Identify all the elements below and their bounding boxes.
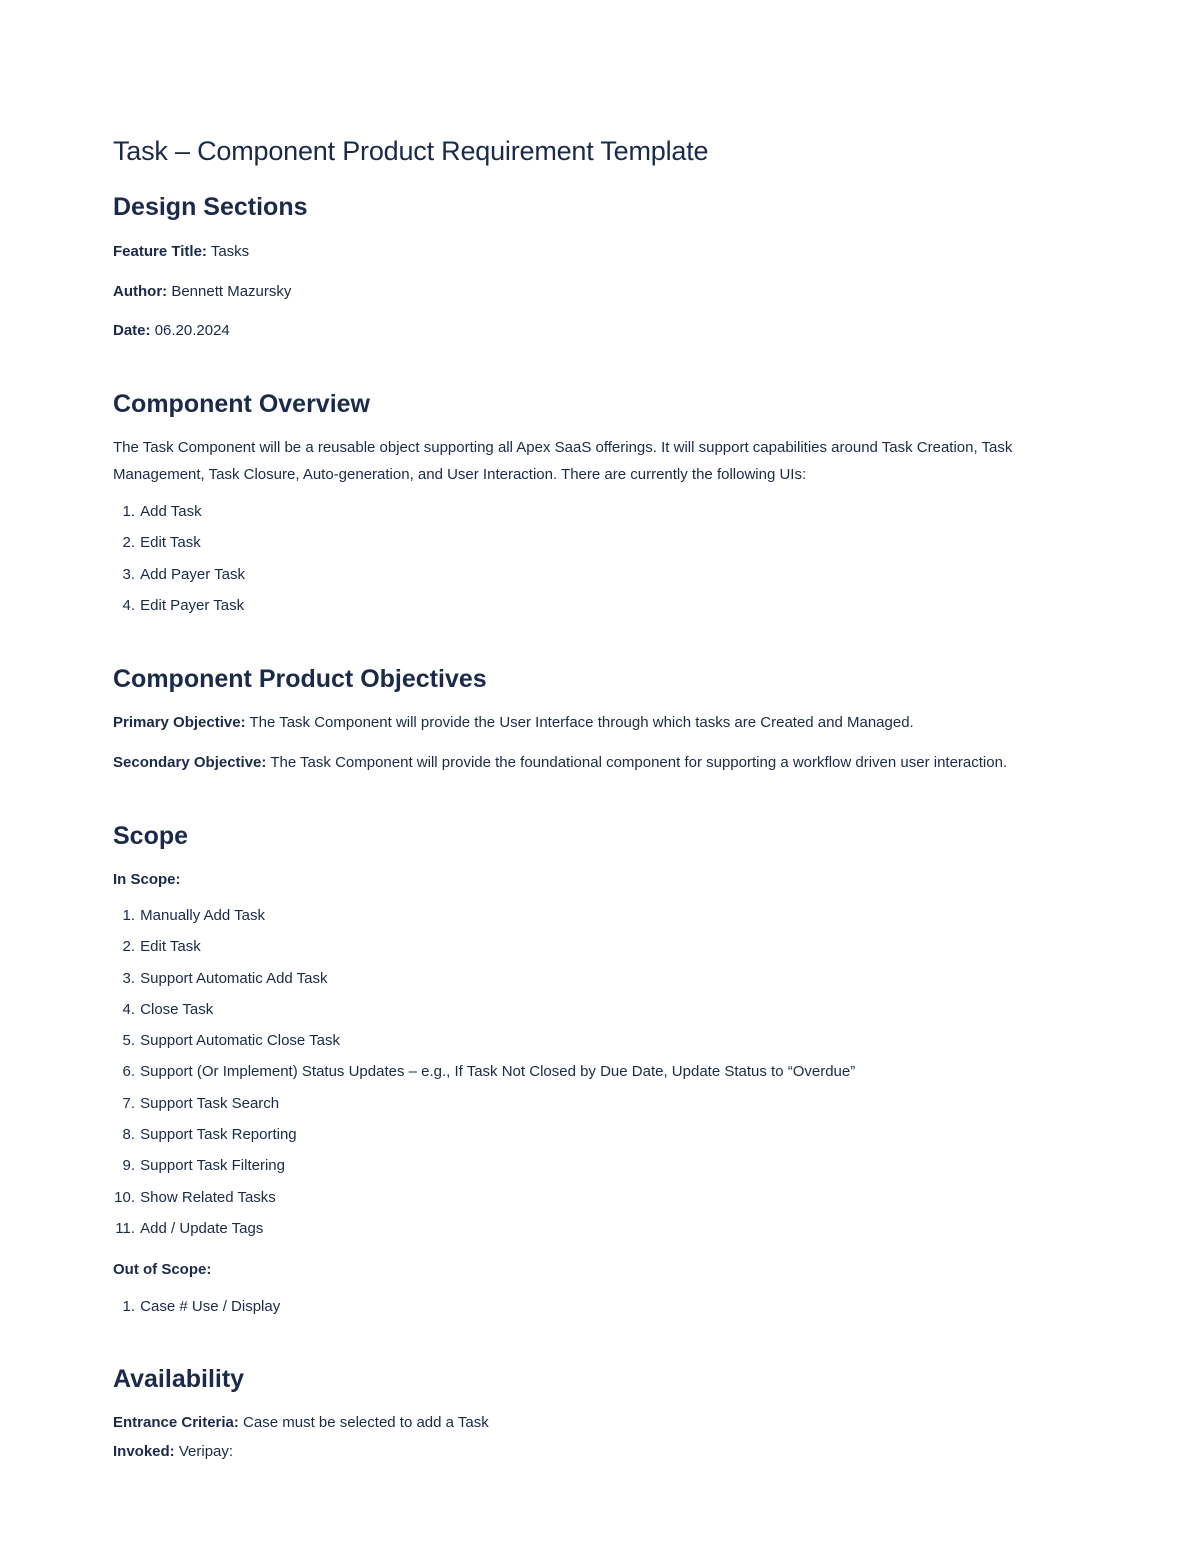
list-item: 1. Case # Use / Display	[122, 1298, 281, 1315]
list-item: 10. Show Related Tasks	[114, 1188, 276, 1206]
list-item: 5. Support Automatic Close Task	[122, 1032, 340, 1050]
component-overview-paragraph: The Task Component will be a reusable object supporting all Apex SaaS offerings. It will support capabilities around Task Creation, Task Management, Task Closure, Auto-generation, and User Interaction. There are currently the following UIs:	[113, 439, 1013, 483]
availability-heading: Availability	[113, 1365, 245, 1393]
entrance-criteria-field	[113, 1414, 489, 1431]
primary-objective-field	[113, 714, 914, 731]
author-label: Author:	[113, 283, 168, 300]
overview-ui-list	[113, 502, 245, 627]
in-scope-list	[113, 906, 855, 1250]
feature-title-label: Feature Title:	[113, 243, 207, 260]
feature-title-value: Tasks	[210, 243, 250, 260]
list-item: 11. Add / Update Tags	[115, 1219, 264, 1237]
component-overview-heading: Component Overview	[113, 390, 370, 418]
invoked-label: Invoked:	[113, 1443, 175, 1460]
secondary-objective-field	[113, 754, 1007, 771]
feature-title-field	[113, 243, 249, 260]
entrance-criteria-value: Case must be selected to add a Task	[243, 1414, 489, 1431]
list-item: 3. Add Payer Task	[122, 565, 245, 583]
out-scope-label-line	[113, 1261, 211, 1278]
scope-heading: Scope	[113, 822, 189, 850]
list-item: 2. Edit Task	[122, 938, 201, 956]
list-item: 3. Support Automatic Add Task	[122, 969, 328, 987]
primary-objective-label: Primary Objective:	[113, 714, 246, 731]
in-scope-label: In Scope:	[113, 871, 181, 888]
list-item: 2. Edit Task	[122, 534, 201, 552]
primary-objective-value: The Task Component will provide the User Interface through which tasks are Created and Managed.	[249, 714, 914, 731]
list-item: 1. Add Task	[122, 503, 202, 520]
author-value: Bennett Mazursky	[171, 283, 292, 300]
out-scope-list	[113, 1297, 280, 1328]
list-item: 9. Support Task Filtering	[122, 1157, 285, 1175]
invoked-field	[113, 1443, 233, 1460]
list-item: 1. Manually Add Task	[122, 907, 265, 924]
list-item: 4. Edit Payer Task	[122, 596, 245, 614]
secondary-objective-value: The Task Component will provide the foundational component for supporting a workflow driven user interaction.	[270, 754, 1008, 771]
list-item: 6. Support (Or Implement) Status Updates – e.g., If Task Not Closed by Due Date, Update Status to “Overdue”	[122, 1063, 856, 1081]
list-item: 8. Support Task Reporting	[122, 1126, 297, 1144]
design-sections-heading: Design Sections	[113, 193, 308, 221]
date-field	[113, 322, 230, 339]
list-item: 7. Support Task Search	[122, 1094, 280, 1112]
invoked-value: Veripay:	[178, 1443, 234, 1460]
entrance-criteria-label: Entrance Criteria:	[113, 1414, 239, 1431]
author-field	[113, 283, 291, 300]
out-scope-label: Out of Scope:	[113, 1261, 212, 1278]
document-title: Task – Component Product Requirement Template	[113, 136, 709, 166]
date-value: 06.20.2024	[154, 322, 230, 339]
in-scope-label-line	[113, 871, 181, 888]
secondary-objective-label: Secondary Objective:	[113, 754, 267, 771]
objectives-heading: Component Product Objectives	[113, 665, 487, 693]
date-label: Date:	[113, 322, 151, 339]
list-item: 4. Close Task	[122, 1000, 214, 1018]
